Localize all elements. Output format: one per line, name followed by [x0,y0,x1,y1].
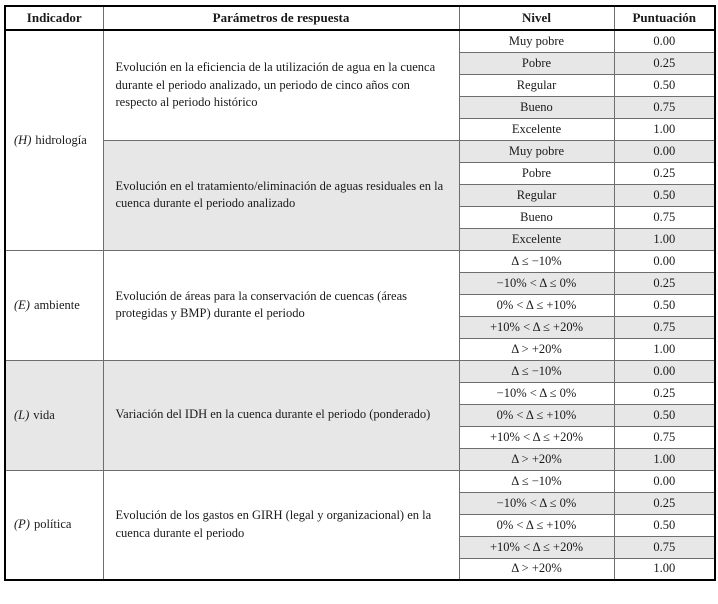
score-cell: 0.00 [614,30,715,52]
score-cell: 0.25 [614,162,715,184]
header-parametros: Parámetros de respuesta [103,6,459,30]
score-cell: 0.75 [614,206,715,228]
level-cell: Δ ≤ −10% [459,360,614,382]
level-cell: Excelente [459,228,614,250]
level-cell: Regular [459,74,614,96]
indicator-cell-vida [5,360,103,470]
level-cell: Bueno [459,206,614,228]
indicator-label: política [33,517,72,532]
score-cell: 0.00 [614,250,715,272]
level-cell: Excelente [459,118,614,140]
score-cell: 1.00 [614,558,715,580]
parameter-cell: Evolución en el tratamiento/eliminación de aguas residuales en la cuenca durante el periodo analizado [103,140,459,250]
score-cell: 0.50 [614,294,715,316]
level-cell: −10% < Δ ≤ 0% [459,492,614,514]
level-cell: Pobre [459,52,614,74]
table-row [5,250,715,272]
header-puntuacion: Puntuación [614,6,715,30]
parameter-cell: Evolución de los gastos en GIRH (legal y organizacional) en la cuenca durante el periodo [103,470,459,580]
indicator-letter: (L) [14,407,30,422]
score-cell: 0.00 [614,140,715,162]
score-cell: 0.25 [614,382,715,404]
score-cell: 0.50 [614,74,715,96]
table-row [5,470,715,492]
level-cell: Δ > +20% [459,448,614,470]
level-cell: Δ ≤ −10% [459,470,614,492]
score-cell: 0.00 [614,360,715,382]
score-cell: 0.75 [614,536,715,558]
score-cell: 0.75 [614,426,715,448]
level-cell: Pobre [459,162,614,184]
header-nivel: Nivel [459,6,614,30]
indicator-cell-politica [5,470,103,580]
score-cell: 0.25 [614,272,715,294]
level-cell: −10% < Δ ≤ 0% [459,382,614,404]
score-cell: 1.00 [614,228,715,250]
table-row [5,360,715,382]
level-cell: 0% < Δ ≤ +10% [459,514,614,536]
level-cell: Δ > +20% [459,338,614,360]
indicator-letter: (H) [14,132,32,147]
indicator-label: hidrología [35,132,87,147]
score-cell: 1.00 [614,448,715,470]
indicator-cell-ambiente [5,250,103,360]
level-cell: 0% < Δ ≤ +10% [459,404,614,426]
score-cell: 0.25 [614,52,715,74]
score-cell: 0.25 [614,492,715,514]
score-cell: 0.75 [614,96,715,118]
indicator-scoring-table [4,5,716,581]
indicator-letter: (P) [14,517,30,532]
level-cell: +10% < Δ ≤ +20% [459,426,614,448]
indicator-label: ambiente [33,297,80,312]
level-cell: Regular [459,184,614,206]
level-cell: +10% < Δ ≤ +20% [459,536,614,558]
table-row [5,30,715,52]
parameter-cell: Evolución en la eficiencia de la utilización de agua en la cuenca durante el periodo analizado, un periodo de cinco años con respecto al periodo histórico [103,30,459,140]
indicator-letter: (E) [14,297,30,312]
level-cell: −10% < Δ ≤ 0% [459,272,614,294]
level-cell: Muy pobre [459,140,614,162]
level-cell: Δ ≤ −10% [459,250,614,272]
level-cell: Δ > +20% [459,558,614,580]
score-cell: 0.50 [614,184,715,206]
level-cell: Muy pobre [459,30,614,52]
table-row [5,140,715,162]
score-cell: 1.00 [614,118,715,140]
score-cell: 0.50 [614,404,715,426]
level-cell: 0% < Δ ≤ +10% [459,294,614,316]
level-cell: Bueno [459,96,614,118]
score-cell: 1.00 [614,338,715,360]
level-cell: +10% < Δ ≤ +20% [459,316,614,338]
indicator-cell-hidrologia [5,30,103,250]
parameter-cell: Variación del IDH en la cuenca durante el periodo (ponderado) [103,360,459,470]
score-cell: 0.00 [614,470,715,492]
indicator-label: vida [33,407,55,422]
parameter-cell: Evolución de áreas para la conservación de cuencas (áreas protegidas y BMP) durante el periodo [103,250,459,360]
score-cell: 0.75 [614,316,715,338]
header-indicador: Indicador [5,6,103,30]
score-cell: 0.50 [614,514,715,536]
header-row [5,6,715,30]
